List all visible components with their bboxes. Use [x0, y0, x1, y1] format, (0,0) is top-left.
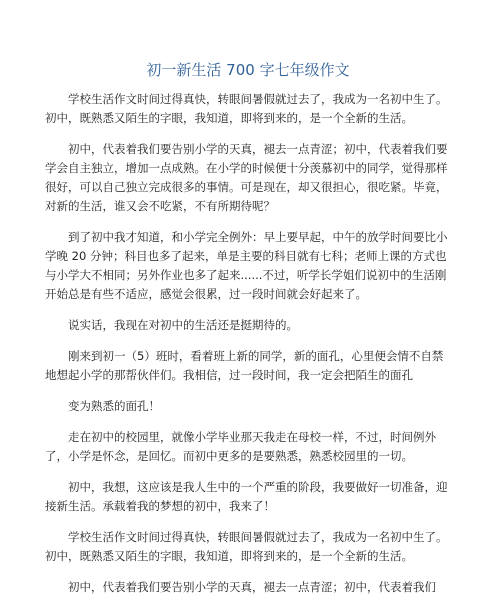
paragraph: 学校生活作文时间过得真快，转眼间暑假就过去了，我成为一名初中生了。初中，既熟悉又陌生的字眼，我知道，即将到来的，是一个全新的生活。	[45, 530, 448, 563]
paragraph: 说实话，我现在对初中的生活还是挺期待的。	[68, 318, 298, 332]
paragraph: 变为熟悉的面孔！	[68, 399, 160, 413]
paragraph: 刚来到初一（5）班时，看着班上新的同学，新的面孔，心里便会情不自禁地想起小学的那帮伙伴们。我相信，过一段时间，我一定会把陌生的面孔	[45, 349, 444, 382]
paragraph: 初中，我想，这应该是我人生中的一个严重的阶段，我要做好一切准备，迎接新生活。承载着我的梦想的初中，我来了！	[45, 480, 448, 513]
document-title: 初一新生活 700 字七年级作文	[146, 61, 350, 79]
paragraph: 到了初中我才知道，和小学完全例外：早上要早起，中午的放学时间要比小学晚 20 分钟；科目也多了起来，单是主要的科目就有七科；老师上课的方式也与小学大不相同；另外作业也多了起来......不过，听学长学姐们说初中的生活刚开始总是有些不适应，感觉会很累，过一段时间就会好起来了。	[45, 230, 448, 301]
paragraph: 学校生活作文时间过得真快，转眼间暑假就过去了，我成为一名初中生了。初中，既熟悉又陌生的字眼，我知道，即将到来的，是一个全新的生活。	[45, 92, 448, 125]
paragraph: 走在初中的校园里，就像小学毕业那天我走在母校一样，不过，时间例外了，小学是怀念，是回忆。而初中更多的是要熟悉，熟悉校园里的一切。	[45, 430, 436, 463]
document-body	[45, 90, 453, 609]
paragraph: 初中，代表着我们要告别小学的天真，褪去一点青涩；初中，代表着我们要学会自主独立，增加一点成熟。在小学的时候便十分羡慕初中的同学，觉得那样很好，可以自己独立完成很多的事情。可是现在，却又很担心，很吃紧。毕竟，对新的生活，谁又会不吃紧，不有所期待呢？	[45, 142, 448, 213]
paragraph: 初中，代表着我们要告别小学的天真，褪去一点青涩；初中，代表着我们	[68, 580, 436, 594]
